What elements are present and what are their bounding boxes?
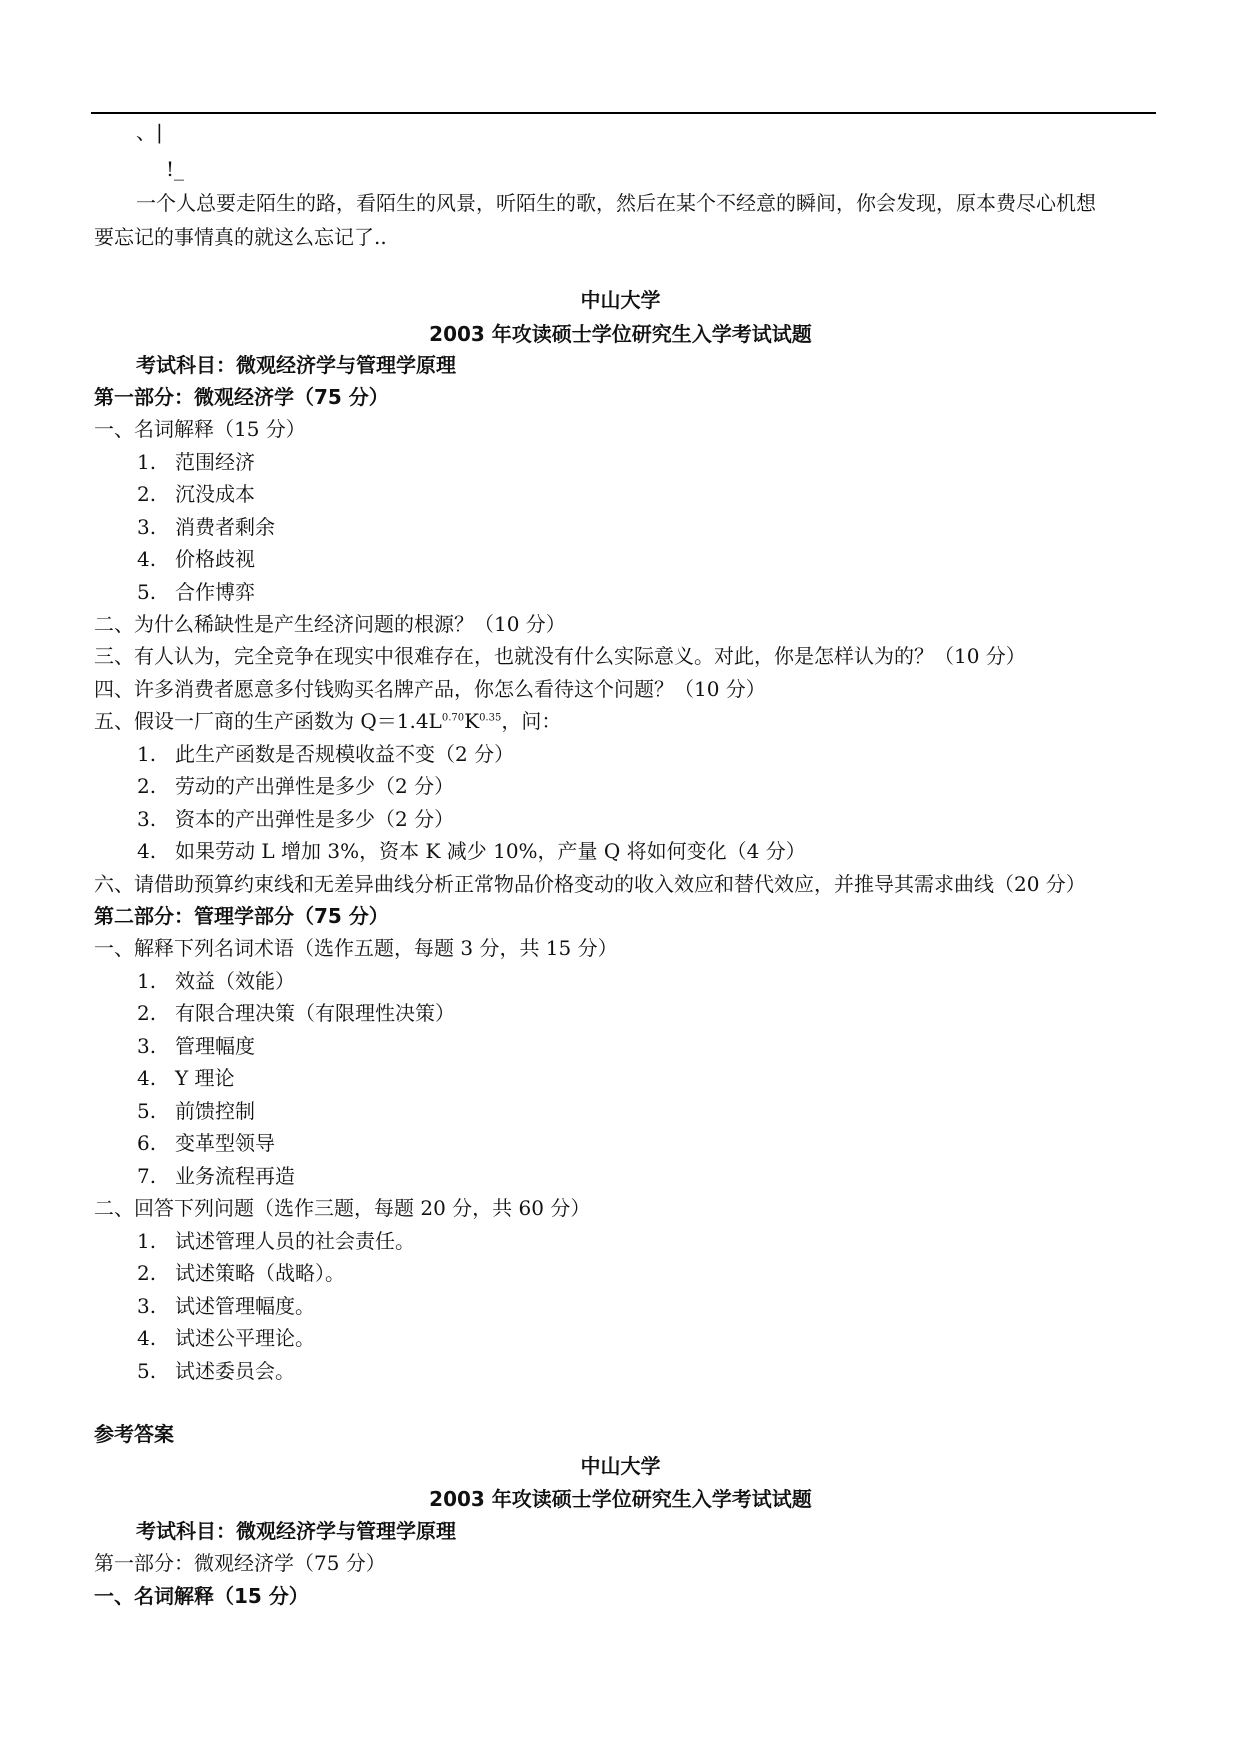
item-text: 试述委员会。 [175,1359,295,1383]
q5-prefix: 五、假设一厂商的生产函数为 Q＝1.4L [94,709,442,733]
list-item [137,1357,295,1385]
part2-q1: 一、解释下列名词术语（选作五题，每题 3 分，共 15 分） [94,936,618,960]
item-number: 4. [137,1326,157,1350]
item-number: 3. [137,807,157,831]
item-number: 5. [137,1099,157,1123]
list-item [137,1064,235,1092]
list-item [137,837,806,865]
list-item [137,1032,255,1060]
list-item [137,772,454,800]
list-item [137,448,255,476]
item-text: 合作博弈 [175,580,255,604]
item-text: 消费者剩余 [175,515,275,539]
university-title: 中山大学 [580,288,661,312]
item-number: 6. [137,1131,157,1155]
header-mark-2: !_ [166,157,185,181]
item-text: 试述管理人员的社会责任。 [175,1229,415,1253]
item-text: 价格歧视 [175,547,255,571]
item-number: 1. [137,969,157,993]
list-item [137,1227,415,1255]
answers-q1-heading: 一、名词解释（15 分） [94,1584,309,1608]
part1-q1: 一、名词解释（15 分） [94,417,306,441]
list-item [137,967,295,995]
part1-q5 [94,707,561,735]
item-number: 4. [137,1066,157,1090]
exam-subject: 考试科目：微观经济学与管理学原理 [136,353,456,377]
part1-q4: 四、许多消费者愿意多付钱购买名牌产品，你怎么看待这个问题？（10 分） [94,677,766,701]
exponent-k: 0.35 [479,712,502,724]
part2-q2: 二、回答下列问题（选作三题，每题 20 分，共 60 分） [94,1196,591,1220]
item-number: 5. [137,580,157,604]
list-item [137,513,275,541]
part1-q2: 二、为什么稀缺性是产生经济问题的根源？（10 分） [94,612,566,636]
item-text: 试述策略（战略）。 [175,1261,345,1285]
item-number: 4. [137,839,157,863]
q5-suffix: ，问： [501,709,562,733]
item-text: 效益（效能） [175,969,295,993]
list-item [137,545,255,573]
list-item [137,1292,315,1320]
list-item [137,1129,275,1157]
item-number: 2. [137,482,157,506]
item-text: 如果劳动 L 增加 3%，资本 K 减少 10%，产量 Q 将如何变化（4 分） [175,839,806,863]
item-number: 1. [137,742,157,766]
item-number: 2. [137,774,157,798]
item-number: 5. [137,1359,157,1383]
list-item [137,805,454,833]
part1-heading: 第一部分：微观经济学（75 分） [94,385,389,409]
list-item [137,578,255,606]
quote-line-2: 要忘记的事情真的就这么忘记了.. [94,225,387,249]
item-text: 管理幅度 [175,1034,255,1058]
item-text: 前馈控制 [175,1099,255,1123]
item-text: 业务流程再造 [175,1164,295,1188]
item-number: 3. [137,1294,157,1318]
list-item [137,1324,315,1352]
list-item [137,1259,345,1287]
list-item [137,1162,295,1190]
item-number: 1. [137,450,157,474]
list-item [137,999,455,1027]
answers-university: 中山大学 [580,1454,661,1478]
part1-q3: 三、有人认为，完全竞争在现实中很难存在，也就没有什么实际意义。对此，你是怎样认为的？（10 分） [94,644,1026,668]
quote-line-1: 一个人总要走陌生的路，看陌生的风景，听陌生的歌，然后在某个不经意的瞬间，你会发现，原本费尽心机想 [136,191,1096,215]
item-text: 沉没成本 [175,482,255,506]
exam-title: 2003 年攻读硕士学位研究生入学考试试题 [429,322,812,346]
answers-label: 参考答案 [94,1422,174,1446]
item-text: 试述管理幅度。 [175,1294,315,1318]
answers-part1-heading: 第一部分：微观经济学（75 分） [94,1551,386,1575]
item-text: 资本的产出弹性是多少（2 分） [175,807,455,831]
list-item [137,740,514,768]
item-text: 范围经济 [175,450,255,474]
item-text: 劳动的产出弹性是多少（2 分） [175,774,455,798]
answers-subject: 考试科目：微观经济学与管理学原理 [136,1519,456,1543]
part1-q6: 六、请借助预算约束线和无差异曲线分析正常物品价格变动的收入效应和替代效应，并推导其需求曲线（20 分） [94,872,1086,896]
item-text: Y 理论 [175,1066,235,1090]
item-text: 试述公平理论。 [175,1326,315,1350]
item-text: 变革型领导 [175,1131,275,1155]
item-number: 7. [137,1164,157,1188]
exponent-l: 0.70 [441,712,465,724]
part2-heading: 第二部分：管理学部分（75 分） [94,904,389,928]
list-item [137,480,255,508]
list-item [137,1097,255,1125]
item-text: 有限合理决策（有限理性决策） [175,1001,455,1025]
item-number: 1. [137,1229,157,1253]
answers-title: 2003 年攻读硕士学位研究生入学考试试题 [429,1487,812,1511]
item-number: 3. [137,515,157,539]
item-number: 4. [137,547,157,571]
header-rule [91,112,1156,114]
item-number: 3. [137,1034,157,1058]
item-text: 此生产函数是否规模收益不变（2 分） [175,742,515,766]
item-number: 2. [137,1001,157,1025]
q5-mid: K [464,709,480,733]
header-mark-1: 、| [136,120,163,144]
item-number: 2. [137,1261,157,1285]
